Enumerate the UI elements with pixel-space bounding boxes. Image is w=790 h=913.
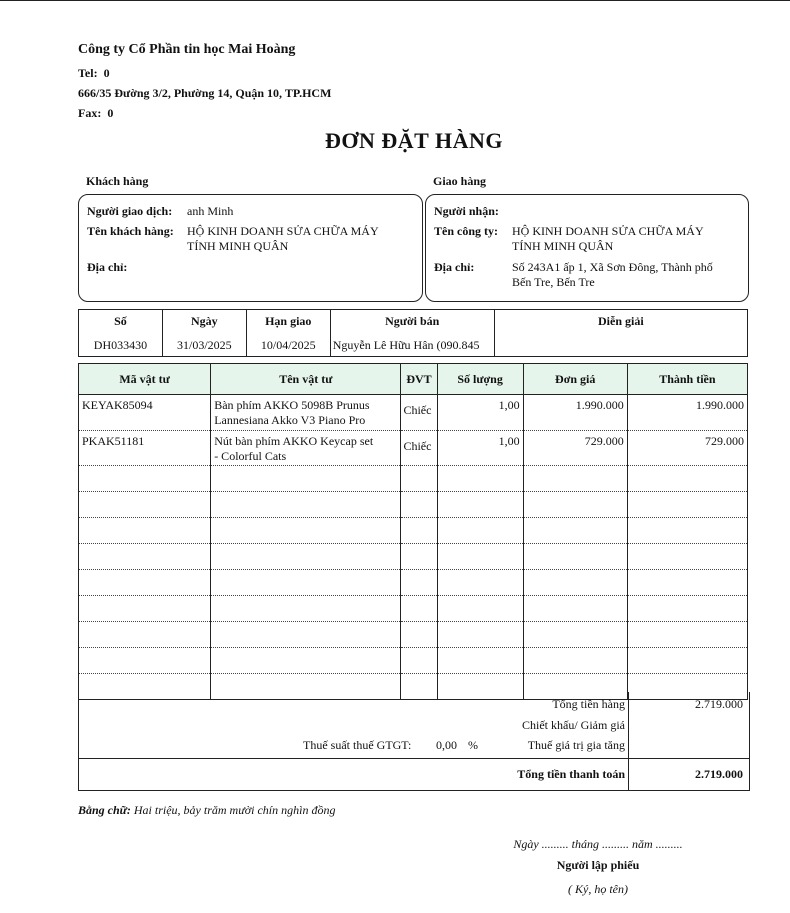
customer-box [78, 194, 423, 302]
total-label: Tổng tiền thanh toán [517, 767, 625, 781]
order-number-header: Số [79, 310, 163, 333]
signature-role: Người lập phiếu [556, 858, 640, 872]
vat-rate-label: Thuế suất thuế GTGT: [303, 738, 412, 752]
delivery-address-label: Địa chỉ: [434, 260, 475, 274]
seller-header: Người bán [330, 310, 494, 333]
signature-note: ( Ký, họ tên) [568, 882, 628, 896]
delivery-section-title: Giao hàng [433, 174, 487, 188]
contact-value: anh Minh [187, 204, 234, 218]
customer-name-label: Tên khách hàng: [87, 224, 174, 238]
customer-section-title: Khách hàng [86, 174, 149, 188]
contact-label: Người giao dịch: [87, 204, 173, 218]
top-border-line [0, 0, 790, 1]
seller-value: Nguyễn Lê Hữu Hân (090.845 [330, 332, 494, 357]
due-date-header: Hạn giao [246, 310, 330, 333]
empty-row [79, 596, 748, 622]
empty-row [79, 492, 748, 518]
item-unit: Chiếc [401, 395, 437, 431]
item-price: 1.990.000 [523, 395, 627, 431]
items-header-row [79, 364, 748, 395]
item-unit-header: ĐVT [401, 364, 437, 395]
vat-label: Thuế giá trị gia tăng [527, 738, 625, 752]
item-unit: Chiếc [401, 431, 437, 466]
order-info-value-row [79, 332, 748, 357]
discount-label: Chiết khấu/ Giảm giá [522, 718, 625, 732]
tel-label: Tel: [78, 66, 98, 80]
description-value [494, 332, 747, 357]
company-name: Công ty Cổ Phần tin học Mai Hoàng [78, 42, 296, 57]
totals-divider-horizontal [79, 758, 749, 759]
item-price-header: Đơn giá [523, 364, 627, 395]
delivery-company-line2: TÍNH MINH QUÂN [512, 239, 614, 253]
table-row [79, 395, 748, 431]
vat-percent: % [468, 738, 478, 752]
order-date-header: Ngày [162, 310, 246, 333]
item-amount: 729.000 [627, 431, 747, 466]
item-name-line1: Nút bàn phím AKKO Keycap set [214, 434, 374, 448]
amount-in-words-label: Bằng chữ: [78, 803, 131, 817]
item-price: 729.000 [523, 431, 627, 466]
company-fax [78, 106, 113, 121]
empty-row [79, 622, 748, 648]
total-value: 2.719.000 [695, 767, 743, 781]
fax-value: 0 [107, 106, 114, 120]
item-amount-header: Thành tiền [627, 364, 747, 395]
order-info-header-row [79, 310, 748, 333]
delivery-address-line1: Số 243A1 ấp 1, Xã Sơn Đông, Thành phố [512, 260, 713, 274]
delivery-company-line1: HỘ KINH DOANH SỬA CHỮA MÁY [512, 224, 704, 238]
item-code-header: Mã vật tư [79, 364, 211, 395]
empty-row [79, 570, 748, 596]
delivery-company-label: Tên công ty: [434, 224, 498, 238]
item-name-line1: Bàn phím AKKO 5098B Prunus [214, 398, 370, 412]
subtotal-label: Tổng tiền hàng [552, 697, 625, 711]
amount-in-words-value: Hai triệu, bảy trăm mười chín nghìn đồng [133, 803, 336, 817]
item-name [211, 395, 401, 431]
company-tel [78, 66, 110, 81]
due-date-value: 10/04/2025 [246, 332, 330, 357]
order-date-value: 31/03/2025 [162, 332, 246, 357]
table-row [79, 431, 748, 466]
delivery-box [425, 194, 749, 302]
tel-value: 0 [103, 66, 110, 80]
item-qty: 1,00 [437, 431, 523, 466]
customer-name-line2: TÍNH MINH QUÂN [187, 239, 289, 253]
customer-name-line1: HỘ KINH DOANH SỬA CHỮA MÁY [187, 224, 379, 238]
item-amount: 1.990.000 [627, 395, 747, 431]
totals-divider-vertical [628, 692, 629, 790]
vat-rate-value: 0,00 [436, 738, 457, 752]
items-table [78, 363, 748, 700]
item-name-line2: Lannesiana Akko V3 Piano Pro [214, 413, 366, 427]
delivery-address-line2: Bến Tre, Bến Tre [512, 275, 595, 289]
item-name-header: Tên vật tư [211, 364, 401, 395]
customer-address-label: Địa chỉ: [87, 260, 128, 274]
item-qty-header: Số lượng [437, 364, 523, 395]
empty-row [79, 466, 748, 492]
subtotal-value: 2.719.000 [695, 697, 743, 711]
empty-row [79, 518, 748, 544]
item-name-line2: - Colorful Cats [214, 449, 287, 463]
item-code: PKAK51181 [79, 431, 211, 466]
totals-section [78, 692, 750, 791]
fax-label: Fax: [78, 106, 102, 120]
document-title: ĐƠN ĐẶT HÀNG [325, 128, 503, 153]
item-name [211, 431, 401, 466]
empty-row [79, 648, 748, 674]
order-number-value: DH033430 [79, 332, 163, 357]
receiver-label: Người nhận: [434, 204, 499, 218]
empty-row [79, 544, 748, 570]
amount-in-words [78, 803, 335, 818]
item-qty: 1,00 [437, 395, 523, 431]
order-info-table [78, 309, 748, 357]
item-code: KEYAK85094 [79, 395, 211, 431]
signature-date-line: Ngày ......... tháng ......... năm ......... [513, 837, 683, 851]
description-header: Diễn giải [598, 314, 644, 328]
company-address: 666/35 Đường 3/2, Phường 14, Quận 10, TP.HCM [78, 86, 332, 100]
